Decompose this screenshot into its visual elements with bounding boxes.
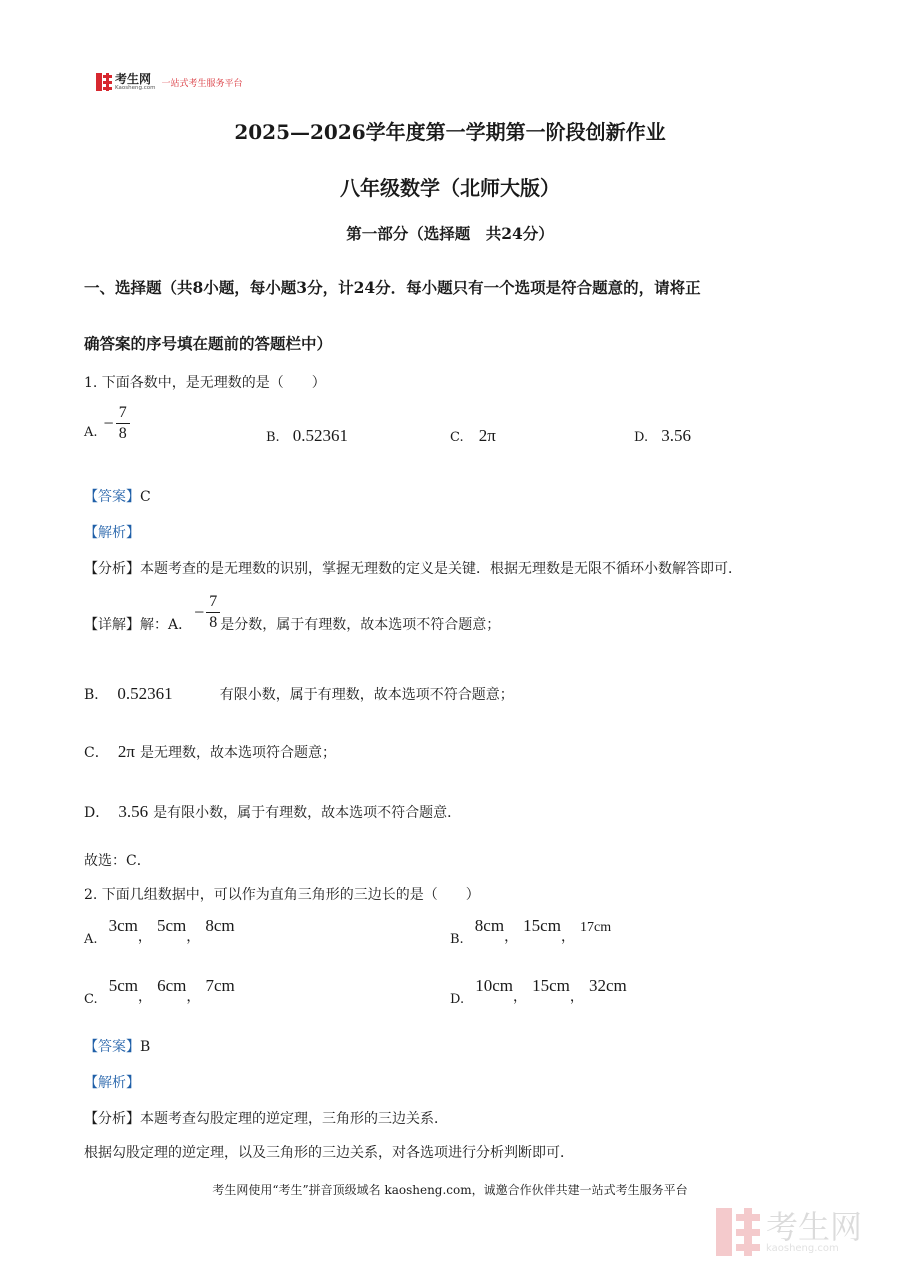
kaosheng-watermark-icon: [716, 1208, 760, 1256]
q1-option-b-label: B.: [266, 430, 280, 445]
q2-d-value-3: 32cm: [588, 976, 627, 995]
q2-c-value-2: 6cm: [157, 976, 187, 995]
q2-analysis-tag: 【解析】: [84, 1075, 140, 1091]
logo-slogan: 一站式考生服务平台: [161, 78, 243, 89]
q1-option-c-value: 2π: [478, 426, 496, 445]
page-footer: 考生网使用“考生”拼音顶级域名 kaosheng.com，诚邀合作伙伴共建一站式考生服务平台: [212, 1183, 688, 1197]
detail-c-text: 是无理数，故本选项符合题意；: [140, 745, 336, 761]
q2-option-b-label: B.: [450, 932, 464, 947]
separator: ，: [560, 929, 575, 945]
q2-a-value-2: 5cm: [157, 916, 187, 935]
fraction-denominator: 8: [209, 613, 218, 631]
q1-option-c: [450, 426, 496, 446]
q2-c-value-3: 7cm: [205, 976, 235, 995]
q2-option-a: [84, 916, 235, 947]
q2-option-b: [450, 916, 612, 947]
detail-d-label: D．: [84, 805, 110, 821]
detail-b-text: 有限小数，属于有理数，故本选项不符合题意；: [219, 687, 514, 703]
answer-value: B: [140, 1039, 151, 1055]
xiangjie-prefix: 解：A．: [140, 617, 193, 633]
q1-detail-b: [84, 684, 514, 704]
q2-b-value-2: 15cm: [523, 916, 561, 935]
watermark: [716, 1208, 862, 1256]
answer-tag: 【答案】: [84, 489, 140, 505]
q1-option-d-value: 3.56: [661, 426, 691, 445]
q1-detail-a: [84, 590, 500, 634]
q2-option-d-label: D.: [450, 992, 465, 1007]
fenxi-text: 本题考查的是无理数的识别，掌握无理数的定义是关键．根据无理数是无限不循环小数解答即可．: [140, 561, 742, 577]
detail-a-text: 是分数，属于有理数，故本选项不符合题意；: [220, 617, 501, 633]
header-logo: [96, 72, 242, 92]
q1-option-d: [634, 426, 691, 446]
section-heading-line2: 确答案的序号填在题前的答题栏中）: [84, 334, 333, 353]
doc-title: 2025—2026学年度第一学期第一阶段创新作业: [234, 120, 666, 144]
q1-detail-d: [84, 802, 461, 822]
fenxi-tag: 【分析】: [84, 561, 140, 577]
q1-stem: 1. 下面各数中，是无理数的是（ ）: [84, 375, 326, 391]
q2-stem: 2. 下面几组数据中，可以作为直角三角形的三边长的是（ ）: [84, 887, 480, 903]
q1-option-b: [266, 426, 348, 446]
watermark-domain: kaosheng.com: [766, 1242, 839, 1254]
q2-b-value-1: 8cm: [474, 916, 505, 935]
q2-a-value-1: 3cm: [108, 916, 138, 935]
q1-option-d-label: D.: [634, 430, 649, 445]
q2-option-c-label: C.: [84, 992, 98, 1007]
q1-option-c-label: C.: [450, 430, 464, 445]
watermark-name: 考生网: [766, 1207, 863, 1246]
q2-b-value-3: 17cm: [580, 920, 612, 935]
q2-solution-line: 根据勾股定理的逆定理，以及三角形的三边关系，对各选项进行分析判断即可．: [84, 1145, 574, 1161]
separator: ，: [569, 989, 584, 1005]
fenxi-text: 本题考查勾股定理的逆定理，三角形的三边关系．: [140, 1111, 448, 1127]
logo-name: 考生网: [115, 71, 152, 86]
detail-d-value: 3.56: [118, 802, 149, 821]
separator: ，: [138, 989, 152, 1005]
q1-option-a: [84, 404, 130, 442]
part-title: 第一部分（选择题 共24分）: [346, 224, 554, 243]
q1-fenxi: [84, 558, 742, 578]
q2-option-d: [450, 976, 627, 1007]
doc-subtitle: 八年级数学（北师大版）: [340, 176, 560, 200]
q2-fenxi: [84, 1108, 448, 1128]
q2-option-c: [84, 976, 235, 1007]
q1-option-b-value: 0.52361: [292, 426, 349, 445]
fraction-numerator: 7: [206, 593, 220, 613]
separator: ，: [186, 929, 201, 945]
logo-domain: Kaosheng.com: [115, 84, 156, 91]
fenxi-tag: 【分析】: [84, 1111, 140, 1127]
section-heading-line1: 一、选择题（共8小题，每小题3分，计24分．每小题只有一个选项是符合题意的，请将正: [84, 278, 701, 297]
q2-d-value-2: 15cm: [532, 976, 570, 995]
fraction-denominator: 8: [118, 424, 127, 442]
minus-sign: −: [194, 601, 205, 622]
q1-option-a-fraction: [104, 404, 130, 442]
detail-c-label: C．: [84, 745, 109, 761]
detail-b-value: 0.52361: [117, 684, 173, 703]
kaosheng-logo-icon: [96, 73, 112, 91]
separator: ，: [504, 929, 519, 945]
q1-conclusion: 故选：C．: [84, 853, 151, 869]
q2-a-value-3: 8cm: [205, 916, 235, 935]
separator: ，: [186, 989, 201, 1005]
q2-d-value-1: 10cm: [475, 976, 513, 995]
detail-c-value: 2π: [117, 742, 135, 761]
detail-d-text: 是有限小数，属于有理数，故本选项不符合题意．: [153, 805, 462, 821]
minus-sign: −: [103, 412, 114, 433]
separator: ，: [137, 929, 152, 945]
separator: ，: [512, 989, 527, 1005]
answer-value: C: [140, 489, 151, 505]
q1-option-a-label: A.: [84, 424, 98, 440]
q1-detail-c: [84, 742, 336, 762]
q2-c-value-1: 5cm: [108, 976, 138, 995]
q2-option-a-label: A.: [84, 932, 98, 947]
detail-b-label: B．: [84, 687, 109, 703]
detail-a-fraction: [194, 593, 220, 631]
fraction-numerator: 7: [116, 404, 130, 424]
q1-analysis-tag: 【解析】: [84, 525, 140, 541]
q1-answer: [84, 486, 151, 506]
answer-tag: 【答案】: [84, 1039, 140, 1055]
q2-answer: [84, 1036, 150, 1056]
xiangjie-tag: 【详解】: [84, 617, 140, 633]
